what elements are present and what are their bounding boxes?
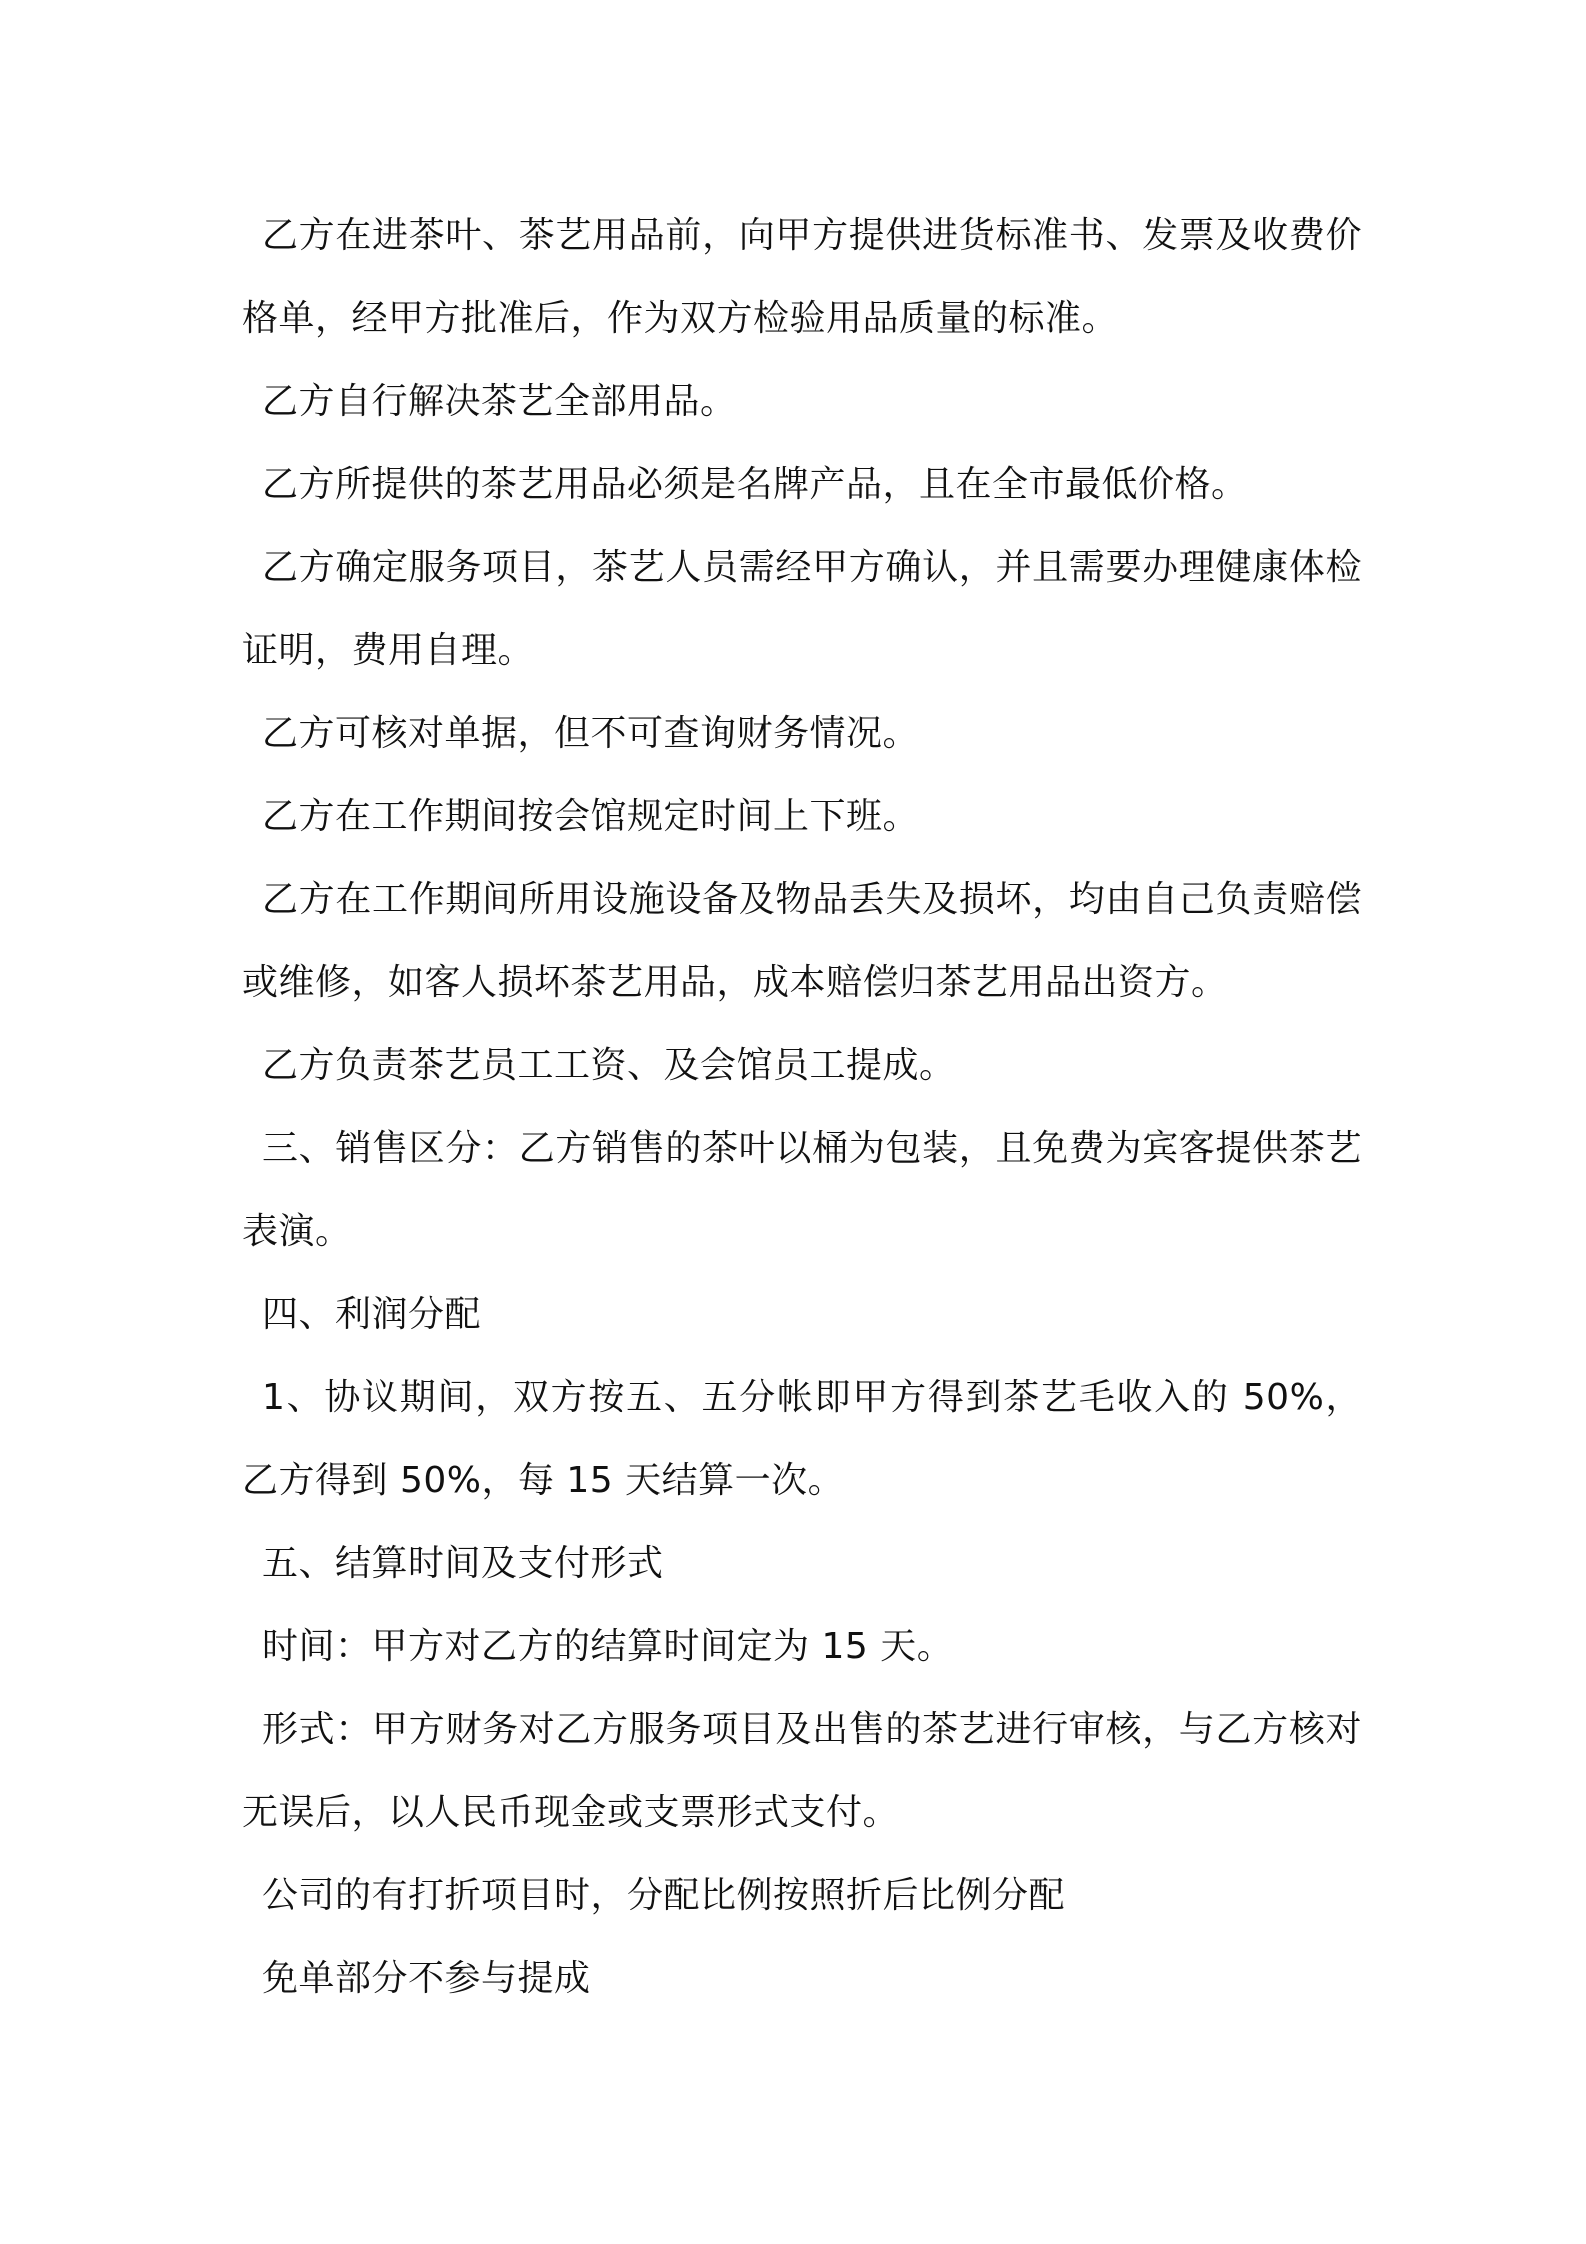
paragraph-brand-products: 乙方所提供的茶艺用品必须是名牌产品，且在全市最低价格。 (262, 464, 1248, 505)
section-heading-profit-distribution: 四、利润分配 (262, 1294, 482, 1335)
paragraph-work-hours: 乙方在工作期间按会馆规定时间上下班。 (262, 796, 920, 837)
paragraph-discount-rule: 公司的有打折项目时，分配比例按照折后比例分配 (262, 1875, 1066, 1916)
paragraph-supplies: 乙方自行解决茶艺全部用品。 (262, 381, 737, 422)
paragraph-settlement-time: 时间：甲方对乙方的结算时间定为 15 天。 (262, 1626, 954, 1667)
paragraph-damage-liability: 乙方在工作期间所用设施设备及物品丢失及损坏，均由自己负责赔偿或维修，如客人损坏茶艺用品，成本赔偿归茶艺用品出资方。 (242, 879, 1362, 1003)
paragraph-profit-split: 1、协议期间，双方按五、五分帐即甲方得到茶艺毛收入的 50%，乙方得到 50%，每 15 天结算一次。 (242, 1377, 1362, 1501)
paragraph-service-items: 乙方确定服务项目，茶艺人员需经甲方确认，并且需要办理健康体检证明，费用自理。 (242, 547, 1362, 671)
paragraph-free-order-rule: 免单部分不参与提成 (262, 1958, 591, 1999)
section-sales-distinction: 三、销售区分：乙方销售的茶叶以桶为包装，且免费为宾客提供茶艺表演。 (242, 1128, 1362, 1252)
paragraph-purchase-standards: 乙方在进茶叶、茶艺用品前，向甲方提供进货标准书、发票及收费价格单，经甲方批准后，作为双方检验用品质量的标准。 (242, 215, 1362, 339)
section-heading-settlement: 五、结算时间及支付形式 (262, 1543, 664, 1584)
paragraph-receipts: 乙方可核对单据，但不可查询财务情况。 (262, 713, 920, 754)
document-body (242, 194, 1362, 2020)
paragraph-payment-form: 形式：甲方财务对乙方服务项目及出售的茶艺进行审核，与乙方核对无误后，以人民币现金或支票形式支付。 (242, 1709, 1362, 1833)
paragraph-wages: 乙方负责茶艺员工工资、及会馆员工提成。 (262, 1045, 956, 1086)
